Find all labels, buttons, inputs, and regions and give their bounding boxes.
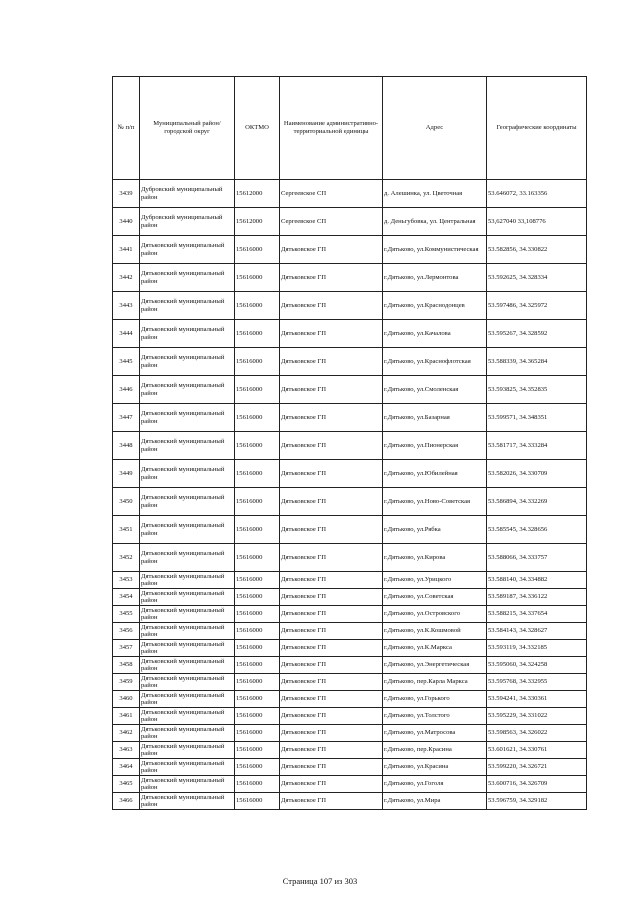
oktmo-cell: 15616000 [235,742,280,759]
row-number: 3461 [113,708,140,725]
address-cell: г.Дятьково, ул.Кирова [383,544,487,572]
row-number: 3446 [113,376,140,404]
address-cell: г.Дятьково, ул.Красина [383,759,487,776]
address-cell: г.Дятьково, ул.Горького [383,691,487,708]
oktmo-cell: 15616000 [235,236,280,264]
settlement-cell: Дятьковское ГП [280,793,383,810]
row-number: 3462 [113,725,140,742]
settlement-cell: Дятьковское ГП [280,264,383,292]
row-number: 3451 [113,516,140,544]
settlement-cell: Дятьковское ГП [280,292,383,320]
table-body [113,180,587,810]
address-cell: г.Дятьково, ул.Пионерская [383,432,487,460]
row-number: 3447 [113,404,140,432]
settlement-cell: Дятьковское ГП [280,640,383,657]
address-cell: г.Дятьково, пер.Карла Маркса [383,674,487,691]
address-cell: г.Дятьково, ул.Смоленская [383,376,487,404]
district-cell: Дятьковский муниципальный район [140,432,235,460]
coordinates-cell: 53.597486, 34.325972 [487,292,587,320]
table-row [113,292,587,320]
oktmo-cell: 15616000 [235,404,280,432]
settlement-cell: Дятьковское ГП [280,404,383,432]
oktmo-cell: 15616000 [235,589,280,606]
table-row [113,404,587,432]
coordinates-cell: 53.598563, 34.326022 [487,725,587,742]
oktmo-cell: 15616000 [235,793,280,810]
row-number: 3465 [113,776,140,793]
address-cell: г.Дятьково, ул.Матросова [383,725,487,742]
district-cell: Дятьковский муниципальный район [140,320,235,348]
row-number: 3453 [113,572,140,589]
table-row [113,674,587,691]
district-cell: Дятьковский муниципальный район [140,640,235,657]
settlement-cell: Дятьковское ГП [280,348,383,376]
row-number: 3466 [113,793,140,810]
coordinates-cell: 53.595267, 34.328592 [487,320,587,348]
coordinates-cell: 53.588215, 34.337654 [487,606,587,623]
table-row [113,236,587,264]
row-number: 3444 [113,320,140,348]
address-cell: г.Дятьково, ул.Коммунистическая [383,236,487,264]
oktmo-cell: 15616000 [235,759,280,776]
table-row [113,544,587,572]
table-row [113,264,587,292]
coordinates-cell: 53.585545, 34.328656 [487,516,587,544]
coordinates-cell: 53.596759, 34.329182 [487,793,587,810]
district-cell: Дятьковский муниципальный район [140,236,235,264]
district-cell: Дятьковский муниципальный район [140,776,235,793]
settlement-cell: Дятьковское ГП [280,432,383,460]
district-cell: Дятьковский муниципальный район [140,657,235,674]
settlement-cell: Дятьковское ГП [280,708,383,725]
coordinates-cell: 53.588339, 34.365284 [487,348,587,376]
header-cell: Наименование административно-территориальной единицы [280,77,383,180]
row-number: 3463 [113,742,140,759]
row-number: 3445 [113,348,140,376]
district-cell: Дятьковский муниципальный район [140,793,235,810]
oktmo-cell: 15616000 [235,725,280,742]
settlement-cell: Дятьковское ГП [280,589,383,606]
address-cell: г.Дятьково, ул.Качалова [383,320,487,348]
district-cell: Дятьковский муниципальный район [140,725,235,742]
row-number: 3448 [113,432,140,460]
district-cell: Дятьковский муниципальный район [140,759,235,776]
coordinates-cell: 53.581717, 34.333284 [487,432,587,460]
row-number: 3439 [113,180,140,208]
table-row [113,460,587,488]
row-number: 3459 [113,674,140,691]
coordinates-cell: 53.595060, 34.324258 [487,657,587,674]
district-cell: Дятьковский муниципальный район [140,460,235,488]
district-cell: Дятьковский муниципальный район [140,404,235,432]
district-cell: Дубровский муниципальный район [140,208,235,236]
oktmo-cell: 15616000 [235,516,280,544]
oktmo-cell: 15616000 [235,572,280,589]
address-cell: г.Дятьково, ул.К.Кошмовой [383,623,487,640]
table-row [113,432,587,460]
address-cell: г.Дятьково, ул.Толстого [383,708,487,725]
row-number: 3441 [113,236,140,264]
header-row [113,77,587,180]
district-cell: Дятьковский муниципальный район [140,606,235,623]
page-number: Страница 107 из 303 [282,876,358,886]
coordinates-cell: 53.600716, 34.326709 [487,776,587,793]
table-row [113,320,587,348]
district-cell: Дятьковский муниципальный район [140,572,235,589]
table-row [113,572,587,589]
oktmo-cell: 15612000 [235,208,280,236]
district-cell: Дятьковский муниципальный район [140,691,235,708]
settlement-cell: Дятьковское ГП [280,572,383,589]
oktmo-cell: 15616000 [235,460,280,488]
table-row [113,691,587,708]
address-cell: г.Дятьково, пер.Красина [383,742,487,759]
oktmo-cell: 15616000 [235,432,280,460]
row-number: 3449 [113,460,140,488]
settlement-cell: Дятьковское ГП [280,460,383,488]
coordinates-cell: 53.582856, 34.330822 [487,236,587,264]
address-cell: г.Дятьково, ул.Базарная [383,404,487,432]
coordinates-cell: 53.646072, 33.163356 [487,180,587,208]
table-row [113,348,587,376]
oktmo-cell: 15616000 [235,674,280,691]
address-cell: г.Дятьково, ул.К.Маркса [383,640,487,657]
district-cell: Дятьковский муниципальный район [140,348,235,376]
oktmo-cell: 15616000 [235,623,280,640]
document-sheet [112,76,586,810]
district-cell: Дятьковский муниципальный район [140,516,235,544]
district-cell: Дятьковский муниципальный район [140,544,235,572]
oktmo-cell: 15612000 [235,180,280,208]
table-row [113,488,587,516]
header-cell: № п/п [113,77,140,180]
row-number: 3455 [113,606,140,623]
oktmo-cell: 15616000 [235,264,280,292]
coordinates-cell: 53.592625, 34.328334 [487,264,587,292]
coordinates-cell: 53.594241, 34.330361 [487,691,587,708]
coordinates-cell: 53.595229, 34.331022 [487,708,587,725]
header-cell: ОКТМО [235,77,280,180]
settlement-cell: Дятьковское ГП [280,376,383,404]
address-cell: г.Дятьково, ул.Советская [383,589,487,606]
settlement-cell: Дятьковское ГП [280,488,383,516]
row-number: 3450 [113,488,140,516]
district-cell: Дятьковский муниципальный район [140,488,235,516]
table-row [113,623,587,640]
settlement-cell: Дятьковское ГП [280,674,383,691]
coordinates-cell: 53.586894, 34.332269 [487,488,587,516]
coordinates-cell: 53.588066, 34.333757 [487,544,587,572]
oktmo-cell: 15616000 [235,640,280,657]
table-row [113,793,587,810]
table-row [113,725,587,742]
header-cell: Географические координаты [487,77,587,180]
oktmo-cell: 15616000 [235,320,280,348]
settlement-cell: Дятьковское ГП [280,606,383,623]
oktmo-cell: 15616000 [235,708,280,725]
settlement-cell: Дятьковское ГП [280,742,383,759]
address-cell: г.Дятьково, ул.Урицкого [383,572,487,589]
row-number: 3460 [113,691,140,708]
settlement-cell: Дятьковское ГП [280,776,383,793]
oktmo-cell: 15616000 [235,348,280,376]
address-cell: г.Дятьково, ул.Мира [383,793,487,810]
address-cell: г.Дятьково, ул.Гоголя [383,776,487,793]
table-row [113,640,587,657]
table-row [113,589,587,606]
address-cell: г.Дятьково, ул.Лермонтова [383,264,487,292]
table-row [113,657,587,674]
oktmo-cell: 15616000 [235,606,280,623]
address-cell: г.Дятьково, ул.Краснофлотская [383,348,487,376]
address-cell: д. Алешинка, ул. Цветочная [383,180,487,208]
district-cell: Дятьковский муниципальный район [140,674,235,691]
district-cell: Дятьковский муниципальный район [140,292,235,320]
address-cell: г.Дятьково, ул.Рябка [383,516,487,544]
address-cell: г.Дятьково, ул.Ново-Советская [383,488,487,516]
table-row [113,742,587,759]
coordinates-cell: 53.601621, 34.330761 [487,742,587,759]
table-row [113,180,587,208]
coordinates-cell: 53.589187, 34.336122 [487,589,587,606]
district-cell: Дятьковский муниципальный район [140,742,235,759]
settlement-cell: Дятьковское ГП [280,657,383,674]
district-cell: Дятьковский муниципальный район [140,376,235,404]
coordinates-cell: 53.593825, 34.352835 [487,376,587,404]
table-row [113,606,587,623]
table-row [113,208,587,236]
coordinates-cell: 53.599571, 34.348351 [487,404,587,432]
row-number: 3454 [113,589,140,606]
row-number: 3457 [113,640,140,657]
row-number: 3440 [113,208,140,236]
oktmo-cell: 15616000 [235,691,280,708]
settlement-cell: Дятьковское ГП [280,544,383,572]
coordinates-cell: 53,627040 33,108776 [487,208,587,236]
settlement-cell: Дятьковское ГП [280,759,383,776]
oktmo-cell: 15616000 [235,657,280,674]
table-row [113,776,587,793]
address-cell: д. Деньгубовка, ул. Центральная [383,208,487,236]
table-row [113,759,587,776]
row-number: 3456 [113,623,140,640]
data-table [112,76,587,810]
oktmo-cell: 15616000 [235,776,280,793]
coordinates-cell: 53.593119, 34.332185 [487,640,587,657]
address-cell: г.Дятьково, ул.Краснодонцев [383,292,487,320]
address-cell: г.Дятьково, ул.Энергетическая [383,657,487,674]
settlement-cell: Дятьковское ГП [280,623,383,640]
table-row [113,708,587,725]
oktmo-cell: 15616000 [235,544,280,572]
coordinates-cell: 53.595768, 34.332955 [487,674,587,691]
header-cell: Муниципальный район/городской округ [140,77,235,180]
district-cell: Дятьковский муниципальный район [140,264,235,292]
settlement-cell: Дятьковское ГП [280,236,383,264]
row-number: 3464 [113,759,140,776]
district-cell: Дятьковский муниципальный район [140,623,235,640]
row-number: 3452 [113,544,140,572]
settlement-cell: Дятьковское ГП [280,320,383,348]
settlement-cell: Сергеевское СП [280,208,383,236]
district-cell: Дятьковский муниципальный район [140,708,235,725]
row-number: 3458 [113,657,140,674]
coordinates-cell: 53.588140, 34.334882 [487,572,587,589]
district-cell: Дубровский муниципальный район [140,180,235,208]
row-number: 3442 [113,264,140,292]
address-cell: г.Дятьково, ул.Островского [383,606,487,623]
oktmo-cell: 15616000 [235,488,280,516]
table-row [113,516,587,544]
district-cell: Дятьковский муниципальный район [140,589,235,606]
settlement-cell: Сергеевское СП [280,180,383,208]
coordinates-cell: 53.599220, 34.326721 [487,759,587,776]
header-cell: Адрес [383,77,487,180]
settlement-cell: Дятьковское ГП [280,516,383,544]
coordinates-cell: 53.582026, 34.330709 [487,460,587,488]
oktmo-cell: 15616000 [235,292,280,320]
settlement-cell: Дятьковское ГП [280,691,383,708]
oktmo-cell: 15616000 [235,376,280,404]
row-number: 3443 [113,292,140,320]
address-cell: г.Дятьково, ул.Юбилейная [383,460,487,488]
settlement-cell: Дятьковское ГП [280,725,383,742]
table-row [113,376,587,404]
coordinates-cell: 53.584143, 34.328627 [487,623,587,640]
